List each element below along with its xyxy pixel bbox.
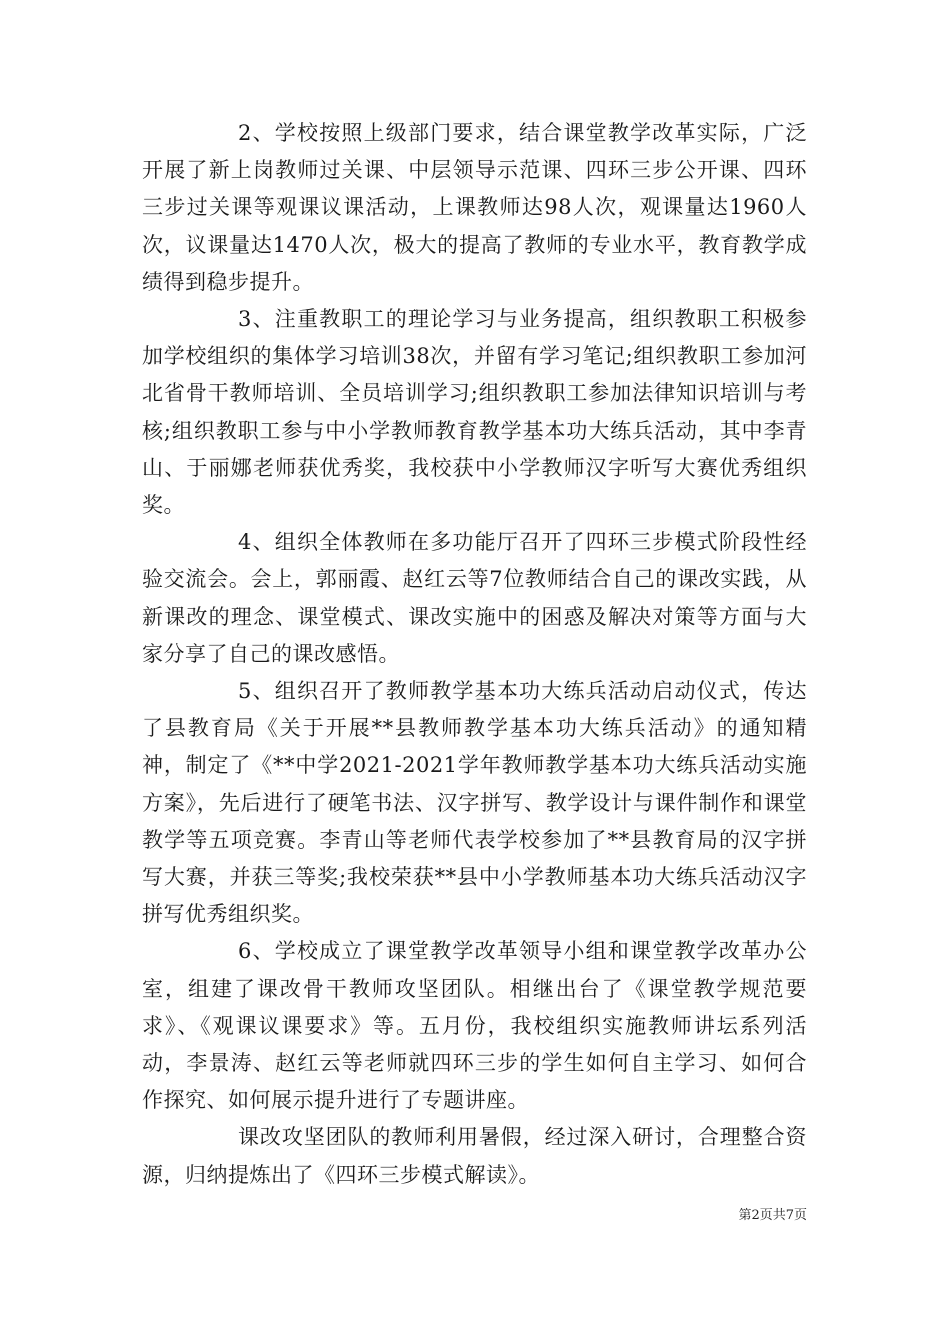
paragraph-item-5: 5、组织召开了教师教学基本功大练兵活动启动仪式，传达了县教育局《关于开展**县教师教学基本功大练兵活动》的通知精神，制定了《**中学2021-2021学年教师教学基本功大练兵活动实施方案》，先后进行了硬笔书法、汉字拼写、教学设计与课件制作和课堂教学等五项竞赛。李青山等老师代表学校参加了**县教育局的汉字拼写大赛，并获三等奖;我校荣获**县中小学教师基本功大练兵活动汉字拼写优秀组织奖。 [142,679,807,927]
paragraph-reform-team: 课改攻坚团队的教师利用暑假，经过深入研讨，合理整合资源，归纳提炼出了《四环三步模式解读》。 [142,1125,807,1187]
page-number-footer: 第2页共7页 [738,1208,807,1223]
paragraph-item-2: 2、学校按照上级部门要求，结合课堂教学改革实际，广泛开展了新上岗教师过关课、中层领导示范课、四环三步公开课、四环三步过关课等观课议课活动，上课教师达98人次，观课量达1960人次，议课量达1470人次，极大的提高了教师的专业水平，教育教学成绩得到稳步提升。 [142,121,807,294]
paragraph-item-6: 6、学校成立了课堂教学改革领导小组和课堂教学改革办公室，组建了课改骨干教师攻坚团队。相继出台了《课堂教学规范要求》、《观课议课要求》等。五月份，我校组织实施教师讲坛系列活动，李景涛、赵红云等老师就四环三步的学生如何自主学习、如何合作探究、如何展示提升进行了专题讲座。 [142,939,807,1113]
paragraph-item-4: 4、组织全体教师在多功能厅召开了四环三步模式阶段性经验交流会。会上，郭丽霞、赵红云等7位教师结合自己的课改实践，从新课改的理念、课堂模式、课改实施中的困惑及解决对策等方面与大家分享了自己的课改感悟。 [142,530,807,666]
document-body [142,115,807,1194]
paragraph-item-3: 3、注重教职工的理论学习与业务提高，组织教职工积极参加学校组织的集体学习培训38次，并留有学习笔记;组织教职工参加河北省骨干教师培训、全员培训学习;组织教职工参加法律知识培训与考核;组织教职工参与中小学教师教育教学基本功大练兵活动，其中李青山、于丽娜老师获优秀奖，我校获中小学教师汉字听写大赛优秀组织奖。 [142,307,807,518]
